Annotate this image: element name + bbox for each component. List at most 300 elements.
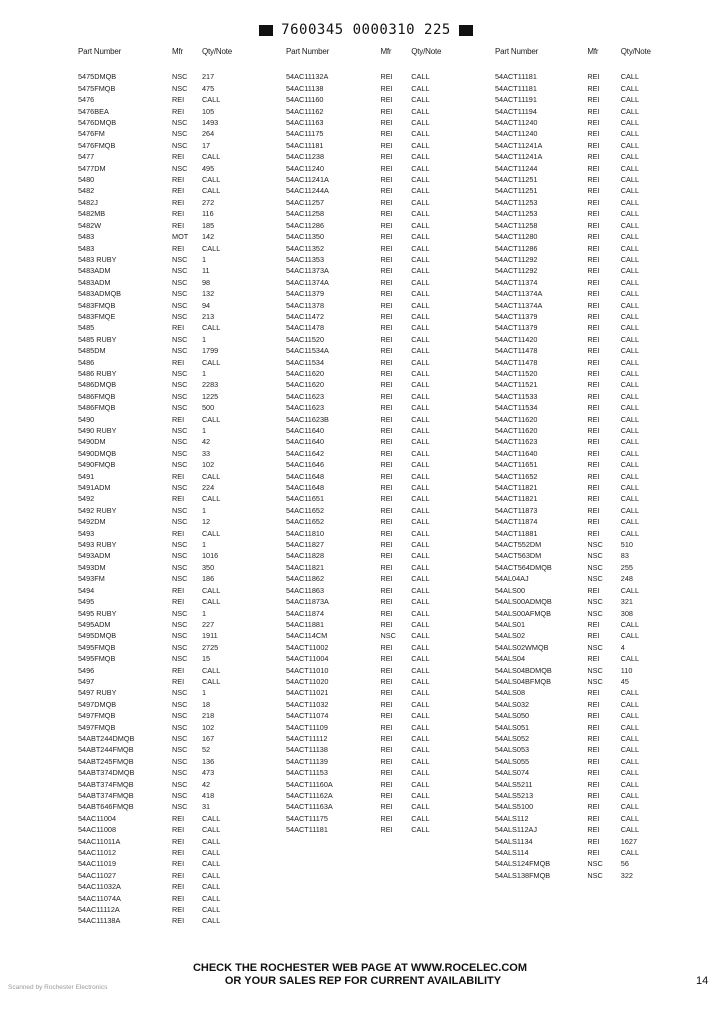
table-row [495, 106, 665, 117]
part-number: 54ACT11478 [495, 346, 538, 356]
qty-note: CALL [620, 494, 640, 504]
table-row [78, 265, 248, 276]
manufacturer: NSC [172, 83, 188, 93]
table-row [286, 151, 456, 162]
manufacturer: NSC [172, 448, 188, 458]
manufacturer: REI [587, 585, 600, 595]
manufacturer: NSC [587, 642, 603, 652]
qty-note: CALL [620, 711, 640, 721]
qty-note: CALL [620, 505, 640, 515]
manufacturer: NSC [172, 391, 188, 401]
table-row [495, 334, 665, 345]
qty-note: CALL [620, 688, 640, 698]
manufacturer: REI [172, 243, 185, 253]
table-row [286, 106, 456, 117]
qty-note: 102 [202, 722, 215, 732]
manufacturer: REI [587, 825, 600, 835]
qty-note: 2725 [202, 642, 219, 652]
part-number: 54AC11286 [286, 220, 325, 230]
part-number: 54AC11175 [286, 129, 324, 139]
qty-note: CALL [202, 471, 221, 481]
table-row [495, 379, 665, 390]
manufacturer: REI [587, 323, 600, 333]
part-number: 54ACT11163A [286, 802, 333, 812]
manufacturer: NSC [587, 574, 603, 584]
manufacturer: REI [380, 551, 393, 561]
part-number: 54AC11828 [286, 551, 325, 561]
manufacturer: REI [380, 733, 393, 743]
table-row [495, 300, 665, 311]
part-number: 5493FM [78, 574, 105, 584]
table-row [495, 185, 665, 196]
manufacturer: REI [380, 357, 393, 367]
qty-note: 1 [202, 608, 207, 618]
qty-note: CALL [202, 414, 221, 424]
manufacturer: REI [172, 597, 185, 607]
manufacturer: REI [587, 619, 600, 629]
table-row [286, 185, 456, 196]
qty-note: CALL [620, 323, 640, 333]
part-number: 54ACT11374 [495, 277, 538, 287]
part-number: 54AC11810 [286, 528, 325, 538]
qty-note: CALL [202, 95, 221, 105]
parts-column-2 [286, 46, 456, 946]
part-number: 54AC11873A [286, 597, 329, 607]
qty-note: CALL [411, 460, 430, 470]
qty-note: CALL [202, 836, 221, 846]
part-number: 54ALS055 [495, 756, 530, 766]
qty-note: 102 [202, 460, 215, 470]
qty-note: 186 [202, 574, 215, 584]
table-row [495, 277, 665, 288]
manufacturer: REI [380, 277, 393, 287]
part-number: 5476DMQB [78, 118, 117, 128]
table-row [78, 208, 248, 219]
part-number: 54ACT11379 [495, 323, 538, 333]
table-row [286, 368, 456, 379]
part-number: 54AC11881 [286, 619, 325, 629]
part-number: 54ABT374FMQB [78, 779, 134, 789]
part-number: 54ABT244DMQB [78, 733, 135, 743]
table-row [495, 870, 665, 881]
qty-note: CALL [620, 414, 640, 424]
qty-note: 136 [202, 756, 215, 766]
manufacturer: REI [380, 129, 393, 139]
manufacturer: REI [587, 232, 600, 242]
manufacturer: REI [172, 813, 185, 823]
part-number: 54AC11646 [286, 460, 325, 470]
part-number: 54ACT11240 [495, 129, 538, 139]
manufacturer: REI [587, 334, 600, 344]
manufacturer: NSC [172, 791, 188, 800]
part-number: 54AC11623 [286, 403, 325, 413]
qty-note: CALL [411, 825, 430, 835]
qty-note: CALL [411, 311, 430, 321]
manufacturer: REI [587, 699, 600, 709]
table-row [495, 630, 665, 641]
manufacturer: NSC [172, 72, 188, 82]
part-number: 54AC11138A [78, 916, 121, 926]
table-row [78, 915, 248, 926]
qty-note: CALL [411, 220, 430, 230]
table-row [78, 573, 248, 584]
qty-note: CALL [620, 483, 640, 493]
part-number: 5495 [78, 597, 95, 607]
table-row [495, 813, 665, 824]
part-number: 54AC11244A [286, 186, 329, 196]
manufacturer: REI [380, 391, 393, 401]
table-row [495, 368, 665, 379]
table-row [286, 71, 456, 82]
qty-note: 264 [202, 129, 215, 139]
table-row [286, 630, 456, 641]
part-number: 54ALS138FMQB [495, 870, 551, 880]
qty-note: 322 [620, 870, 633, 880]
table-row [78, 300, 248, 311]
part-number: 5490 RUBY [78, 426, 117, 435]
part-number: 54AC11863 [286, 585, 325, 595]
table-row [495, 539, 665, 550]
part-number: 5483FMQB [78, 300, 116, 310]
part-number: 54ACT11074 [286, 711, 329, 721]
table-row [286, 357, 456, 368]
manufacturer: REI [587, 175, 600, 185]
table-row [495, 197, 665, 208]
part-number: 54AC11378 [286, 300, 325, 310]
part-number: 54ACT11533 [495, 391, 538, 401]
qty-note: CALL [620, 654, 640, 664]
table-row [286, 265, 456, 276]
table-row [495, 847, 665, 858]
qty-note: CALL [411, 152, 430, 162]
part-number: 5483ADM [78, 266, 111, 276]
manufacturer: NSC [172, 163, 188, 173]
manufacturer: REI [380, 448, 393, 458]
part-number: 54ACT11241A [495, 140, 543, 150]
part-number: 5485DM [78, 346, 106, 356]
table-row [78, 699, 248, 710]
part-number: 54AC11011A [78, 836, 121, 846]
table-row [286, 608, 456, 619]
manufacturer: NSC [380, 631, 396, 641]
table-row [286, 231, 456, 242]
table-row [495, 345, 665, 356]
manufacturer: REI [172, 175, 185, 185]
manufacturer: REI [380, 118, 393, 128]
part-number: 54AC11353 [286, 254, 325, 264]
manufacturer: REI [172, 916, 185, 926]
manufacturer: NSC [172, 654, 188, 664]
part-number: 54AC11652 [286, 517, 325, 527]
part-number: 54AC11652 [286, 505, 325, 515]
manufacturer: REI [172, 836, 185, 846]
manufacturer: REI [380, 483, 393, 493]
manufacturer: REI [380, 106, 393, 116]
part-number: 5490 [78, 414, 95, 424]
manufacturer: REI [587, 72, 600, 82]
qty-note: 1 [202, 254, 207, 264]
table-row [78, 197, 248, 208]
part-number: 5493 RUBY [78, 540, 117, 550]
qty-note: CALL [411, 813, 430, 823]
part-number: 54ACT11258 [495, 220, 538, 230]
part-number: 5493ADM [78, 551, 111, 561]
table-row [286, 733, 456, 744]
part-number: 54ACT11478 [495, 357, 538, 367]
qty-note: CALL [411, 346, 430, 356]
qty-note: CALL [620, 368, 640, 378]
table-row [78, 642, 248, 653]
part-number: 54ACT11651 [495, 460, 538, 470]
manufacturer: NSC [172, 699, 188, 709]
qty-note: CALL [202, 916, 221, 926]
part-number: 54ACT11251 [495, 186, 538, 196]
manufacturer: REI [587, 779, 600, 789]
table-row [286, 824, 456, 835]
qty-note: CALL [411, 254, 430, 264]
part-number: 54ACT11292 [495, 254, 538, 264]
manufacturer: NSC [172, 688, 188, 698]
manufacturer: REI [172, 414, 185, 424]
qty-note: CALL [620, 106, 640, 116]
manufacturer: NSC [172, 642, 188, 652]
table-row [495, 573, 665, 584]
qty-note: CALL [620, 528, 640, 538]
part-number: 54ACT11004 [286, 654, 329, 664]
table-row [286, 288, 456, 299]
table-row [78, 174, 248, 185]
manufacturer: REI [172, 882, 185, 892]
table-row [495, 243, 665, 254]
manufacturer: NSC [172, 289, 188, 299]
qty-note: 213 [202, 311, 215, 321]
qty-note: CALL [620, 357, 640, 367]
part-number: 54ALS08 [495, 688, 526, 698]
part-number: 54ALS074 [495, 768, 530, 778]
manufacturer: REI [380, 289, 393, 299]
footer-line-2: OR YOUR SALES REP FOR CURRENT AVAILABILITY [224, 975, 502, 987]
manufacturer: REI [172, 825, 185, 835]
table-row [286, 767, 456, 778]
part-number: 54ACT11534 [495, 403, 538, 413]
part-number: 54AL04AJ [495, 574, 529, 584]
table-row [495, 824, 665, 835]
part-number: 54ACT11181 [495, 83, 537, 93]
part-number: 5476BEA [78, 106, 109, 116]
table-row [495, 756, 665, 767]
table-row [495, 220, 665, 231]
table-row [286, 83, 456, 94]
table-row [286, 550, 456, 561]
table-row [78, 619, 248, 630]
table-row [495, 790, 665, 801]
table-row [78, 106, 248, 117]
part-number: 54ALS114 [495, 848, 529, 858]
table-row [78, 243, 248, 254]
manufacturer: REI [380, 140, 393, 150]
table-row [286, 790, 456, 801]
table-row [286, 722, 456, 733]
manufacturer: REI [587, 654, 600, 664]
part-number: 5495FMQB [78, 654, 116, 664]
part-number: 54ALS02 [495, 631, 526, 641]
part-number: 54ACT11640 [495, 448, 538, 458]
table-row [78, 790, 248, 801]
part-number: 54ACT11520 [495, 368, 538, 378]
table-row [78, 436, 248, 447]
table-row [78, 322, 248, 333]
table-row [495, 391, 665, 402]
qty-note: CALL [411, 300, 430, 310]
manufacturer: REI [587, 380, 600, 390]
table-row [495, 208, 665, 219]
part-number: 54ABT646FMQB [78, 802, 134, 812]
manufacturer: NSC [172, 254, 188, 264]
part-number: 54ACT11253 [495, 197, 538, 207]
qty-note: CALL [202, 905, 221, 915]
part-number: 54ALS051 [495, 722, 530, 732]
table-row [78, 71, 248, 82]
part-number: 5491ADM [78, 483, 111, 493]
part-number: 54ACT11873 [495, 505, 538, 515]
page-number: 14 [696, 975, 709, 987]
manufacturer: REI [587, 129, 600, 139]
table-row [78, 539, 248, 550]
qty-note: 418 [202, 791, 215, 800]
part-number: 54AC11648 [286, 471, 325, 481]
part-number: 54AC11032A [78, 882, 121, 892]
table-row [286, 334, 456, 345]
qty-note: CALL [411, 642, 430, 652]
part-number: 54ACT11191 [495, 95, 537, 105]
qty-note: CALL [202, 848, 221, 858]
manufacturer: REI [587, 186, 600, 196]
table-row [495, 710, 665, 721]
manufacturer: REI [172, 893, 185, 903]
qty-note: 224 [202, 483, 215, 493]
table-row [78, 277, 248, 288]
table-row [78, 459, 248, 470]
qty-note: CALL [620, 768, 640, 778]
table-row [495, 322, 665, 333]
manufacturer: NSC [172, 368, 188, 378]
part-number: 54ACT11010 [286, 665, 329, 675]
manufacturer: REI [587, 391, 600, 401]
manufacturer: REI [587, 243, 600, 253]
qty-note: CALL [620, 197, 640, 207]
part-number: 54ACT11292 [495, 266, 538, 276]
qty-note: CALL [411, 175, 430, 185]
qty-note: 321 [620, 597, 633, 607]
qty-note: CALL [620, 437, 640, 447]
manufacturer: NSC [172, 334, 188, 344]
table-row [286, 493, 456, 504]
manufacturer: REI [172, 859, 185, 869]
qty-note: CALL [202, 597, 221, 607]
table-row [286, 710, 456, 721]
table-row [78, 140, 248, 151]
qty-note: CALL [620, 289, 640, 299]
table-row [495, 357, 665, 368]
part-number: 54AC11112A [78, 905, 120, 915]
part-number: 5486FMQB [78, 391, 116, 401]
manufacturer: REI [587, 631, 600, 641]
manufacturer: REI [380, 699, 393, 709]
manufacturer: REI [172, 528, 185, 538]
table-row [286, 300, 456, 311]
part-number: 54AC11623 [286, 391, 325, 401]
qty-note: 185 [202, 220, 215, 230]
qty-note: CALL [202, 323, 221, 333]
part-number: 54ACT11374A [495, 289, 543, 299]
qty-note: CALL [620, 118, 640, 128]
table-row [286, 482, 456, 493]
table-row [495, 722, 665, 733]
manufacturer: NSC [172, 756, 188, 766]
manufacturer: NSC [172, 277, 188, 287]
part-number: 54AC11352 [286, 243, 325, 253]
table-row [78, 128, 248, 139]
table-row [286, 414, 456, 425]
qty-note: 1225 [202, 391, 219, 401]
manufacturer: REI [380, 186, 393, 196]
table-row [78, 505, 248, 516]
qty-note: CALL [620, 152, 640, 162]
table-row [286, 562, 456, 573]
table-row [78, 117, 248, 128]
part-number: 54AC11160 [286, 95, 324, 105]
part-number: 54ACT11181 [286, 825, 328, 835]
qty-note: CALL [620, 175, 640, 185]
manufacturer: REI [380, 813, 393, 823]
manufacturer: REI [380, 791, 393, 800]
part-number: 54AC11074A [78, 893, 121, 903]
qty-note: CALL [411, 95, 430, 105]
manufacturer: REI [172, 95, 185, 105]
part-number: 5480 [78, 175, 95, 185]
qty-note: CALL [411, 118, 430, 128]
table-row [78, 528, 248, 539]
manufacturer: REI [587, 311, 600, 321]
part-number: 5486 [78, 357, 95, 367]
part-number: 54AC11258 [286, 209, 325, 219]
manufacturer: NSC [172, 129, 188, 139]
qty-note: CALL [411, 722, 430, 732]
part-number: 5477DM [78, 163, 106, 173]
table-row [286, 596, 456, 607]
table-row [286, 471, 456, 482]
header-part-number: Part Number [78, 47, 122, 56]
qty-note: 500 [202, 403, 215, 413]
table-row [78, 151, 248, 162]
manufacturer: REI [380, 414, 393, 424]
part-number: 5482J [78, 197, 98, 207]
table-row [78, 722, 248, 733]
part-number: 54ABT374DMQB [78, 768, 135, 778]
qty-note: 308 [620, 608, 633, 618]
manufacturer: NSC [172, 574, 188, 584]
qty-note: CALL [411, 243, 430, 253]
qty-note: CALL [202, 893, 221, 903]
part-number: 5497 [78, 676, 95, 686]
table-row [78, 858, 248, 869]
qty-note: CALL [411, 277, 430, 287]
table-row [286, 813, 456, 824]
table-row [78, 493, 248, 504]
table-row [78, 220, 248, 231]
part-number: 5482W [78, 220, 102, 230]
table-row [78, 893, 248, 904]
